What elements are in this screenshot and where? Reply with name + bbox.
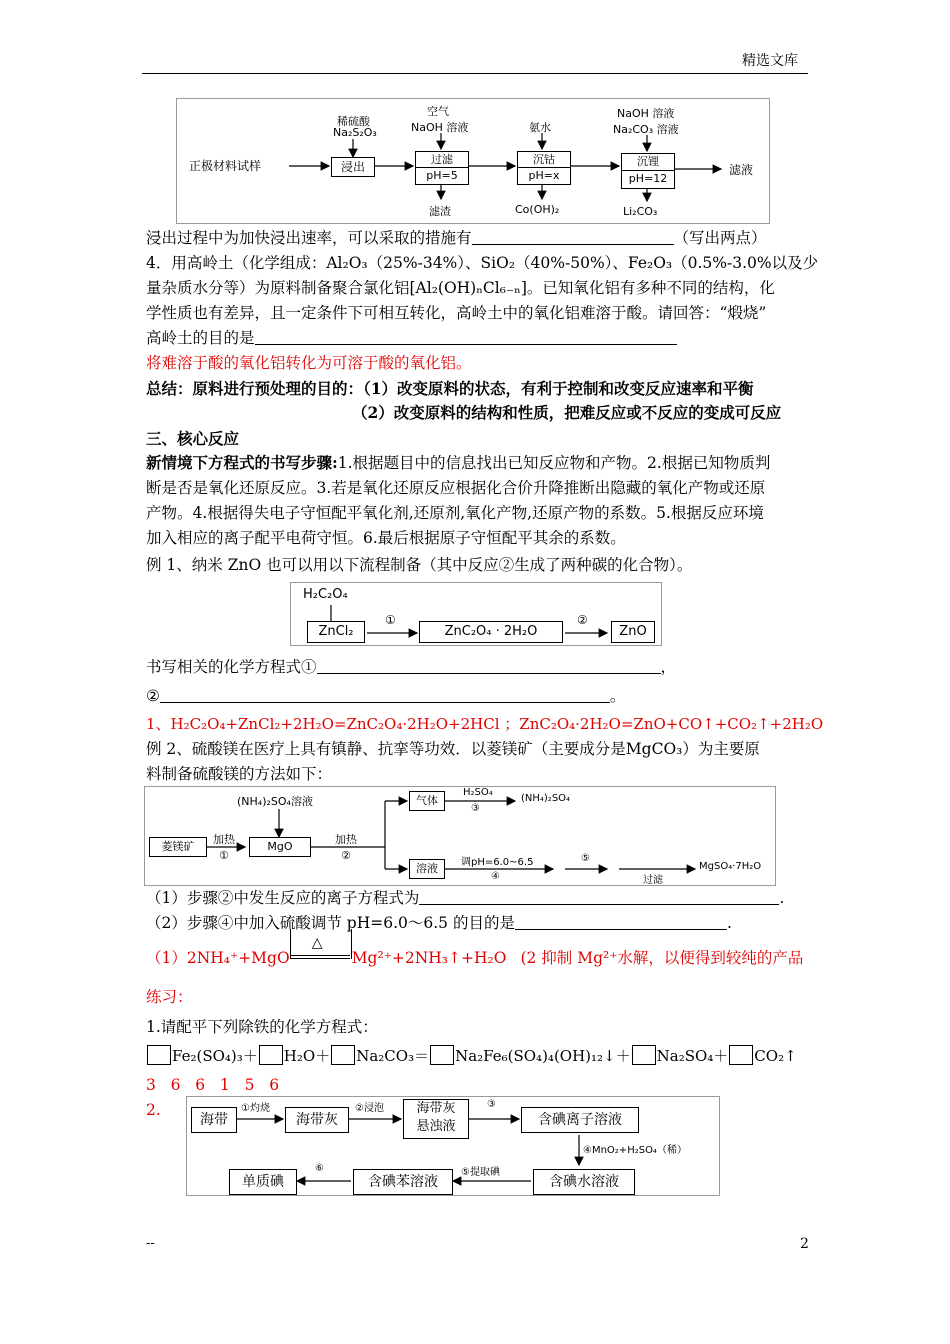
flowchart-iodine [186, 1096, 720, 1196]
page-number: 2 [800, 1236, 809, 1252]
practice-1-answer: 3 6 6 1 5 6 [146, 1076, 280, 1094]
flow2-c: ZnC₂O₄ · 2H₂O [444, 624, 538, 639]
flow3-mgo: MgO [267, 840, 293, 853]
flowchart-mgso4 [144, 786, 776, 886]
eq-term-c: Na₂CO₃＝ [356, 1047, 430, 1065]
answer-example2-post: Mg²⁺+2NH₃↑+H₂O [351, 949, 507, 967]
flow3-s5: ⑤ [581, 853, 590, 864]
eq-term-f: CO₂↑ [754, 1047, 797, 1065]
flow2-node-c [419, 621, 563, 643]
flow2-node-d [611, 621, 655, 643]
flow3-ore: 菱镁矿 [161, 840, 195, 853]
flow3-s1: ① [219, 849, 229, 862]
question-2-text: （2）步骤④中加入硫酸调节 pH=6.0～6.5 的目的是 [146, 914, 515, 932]
answer-example2-tail: (2 抑制 Mg²⁺水解，以便得到较纯的产品 [520, 949, 804, 967]
flow3-s4: ④ [491, 871, 500, 882]
flow4-node-2 [285, 1107, 349, 1133]
practice-2-label: 2. [146, 1101, 161, 1119]
flow1-step3 [517, 151, 571, 185]
practice-1: 1.请配平下列除铁的化学方程式： [146, 1018, 378, 1036]
flow4-node-6 [353, 1169, 453, 1195]
flowchart-zno [290, 582, 662, 646]
flow3-filter: 过滤 [643, 875, 663, 886]
flow3-liquid: 溶液 [416, 862, 438, 875]
flow1-reagent3: 氨水 [529, 121, 551, 134]
flow4-n3b: 悬浊液 [416, 1119, 456, 1134]
flowchart-cathode [176, 98, 770, 224]
flow1-out2: 滤渣 [429, 205, 451, 218]
flow1-step4-b: pH=12 [622, 170, 674, 187]
flow2-s1: ① [385, 613, 396, 627]
steps-line1 [146, 451, 770, 475]
question-leach [146, 226, 767, 250]
flow4-n5: 含碘水溶液 [549, 1174, 619, 1190]
flow4-n4: 含碘离子溶液 [538, 1112, 622, 1128]
eq-term-b: H₂O＋ [283, 1047, 331, 1065]
flow2-d: ZnO [619, 624, 647, 639]
flow1-reagent1b: Na₂S₂O₃ [333, 126, 377, 139]
flow1-reagent2b: NaOH 溶液 [411, 121, 469, 134]
flow4-node-3 [403, 1099, 469, 1139]
heat-arrow [290, 935, 352, 965]
flow2-a: H₂C₂O₄ [303, 587, 348, 602]
answer-blank-eq1[interactable] [317, 659, 661, 674]
question-2-tail: . [726, 914, 732, 932]
header-text: 精选文库 [742, 53, 798, 69]
flowchart-cathode-arrows [177, 99, 769, 223]
heat-double-line-top [290, 955, 350, 956]
flow3-solution: (NH₄)₂SO₄溶液 [237, 795, 313, 808]
answer-blank-eq2[interactable] [160, 688, 610, 703]
coef-box-2[interactable] [259, 1045, 283, 1065]
coef-box-5[interactable] [632, 1045, 656, 1065]
flow3-s3: ③ [471, 803, 480, 814]
flow3-gas: 气体 [416, 794, 438, 807]
example1-intro: 例 1、纳米 ZnO 也可以用以下流程制备（其中反应②生成了两种碳的化合物）。 [146, 556, 693, 574]
flow1-reagent2a: 空气 [427, 105, 449, 118]
eq-term-d: Na₂Fe₆(SO₄)₄(OH)₁₂↓＋ [455, 1047, 631, 1065]
practice-1-equation [146, 1044, 797, 1068]
flow4-n3a: 海带灰 [416, 1101, 456, 1116]
example2-line1: 例 2、硫酸镁在医疗上具有镇静、抗挛等功效．以菱镁矿（主要成分是MgCO₃）为主要原 [146, 740, 760, 758]
coef-box-3[interactable] [331, 1045, 355, 1065]
period: 。 [609, 687, 626, 705]
steps-line2: 断是否是氧化还原反应。3.若是氧化还原反应根据化合价升降推断出隐藏的氧化产物或还原 [146, 479, 766, 497]
flow3-final: MgSO₄·7H₂O [699, 861, 762, 872]
steps-line4: 加入相应的离子配平电荷守恒。6.最后根据原子守恒配平其余的系数。 [146, 529, 626, 547]
write-equation-2 [146, 684, 625, 708]
flow1-step4 [621, 153, 675, 189]
steps-line1-text: 1.根据题目中的信息找出已知反应物和产物。2.根据已知物质判 [337, 454, 771, 472]
steps-title: 新情境下方程式的书写步骤: [146, 453, 338, 472]
q4-line4-text: 高岭土的目的是 [146, 329, 255, 347]
question-1-tail: . [779, 889, 785, 907]
answer-example2 [146, 935, 804, 970]
header-rule [142, 73, 808, 74]
flow2-s2: ② [577, 613, 588, 627]
q4-line3: 学性质也有差异，且一定条件下可相互转化，高岭土中的氧化铝难溶于酸。请回答：“煅烧” [146, 304, 767, 322]
question-leach-text: 浸出过程中为加快浸出速率，可以采取的措施有 [146, 229, 472, 247]
flow4-node-7 [229, 1169, 297, 1195]
flow4-n6: 含碘苯溶液 [368, 1174, 438, 1190]
flow1-step2-b: pH=5 [416, 167, 468, 183]
flow4-node-1 [191, 1107, 237, 1133]
flow4-n1: 海带 [200, 1112, 228, 1128]
flow1-out4: Li₂CO₃ [623, 205, 658, 218]
heat-double-line-bottom [290, 958, 350, 959]
flow4-node-5 [533, 1169, 635, 1195]
q4-line4 [146, 326, 677, 350]
flow1-reagent4b: Na₂CO₃ 溶液 [613, 123, 679, 136]
section-3-heading: 三、核心反应 [146, 429, 240, 448]
eq-term-a: Fe₂(SO₄)₃＋ [172, 1047, 258, 1065]
flow2-b: ZnCl₂ [318, 624, 354, 639]
answer-blank-leach[interactable] [472, 230, 674, 245]
flow1-out3: Co(OH)₂ [515, 203, 560, 216]
flow4-e5: ⑤提取碘 [461, 1167, 500, 1178]
flow1-reagent4a: NaOH 溶液 [617, 107, 675, 120]
flow1-reagent1a: 稀硫酸 [337, 115, 370, 128]
answer-q4: 将难溶于酸的氧化铝转化为可溶于酸的氧化铝。 [146, 354, 472, 372]
steps-line3: 产物。4.根据得失电子守恒配平氧化剂,还原剂,氧化产物,还原产物的系数。5.根据反应环境 [146, 504, 764, 522]
flow1-step3-b: pH=x [518, 167, 570, 183]
flow1-start: 正极材料试样 [189, 159, 262, 173]
circle-two: ② [146, 687, 160, 705]
answer-blank-q4[interactable] [255, 330, 677, 345]
flow3-node-mgo [249, 837, 311, 857]
flow3-node-gas [409, 791, 445, 811]
coef-box-1[interactable] [147, 1045, 171, 1065]
answer-example2-pre: （1）2NH₄⁺+MgO [146, 949, 290, 967]
flow1-step1-label: 浸出 [340, 160, 365, 174]
flow1-step2-a: 过滤 [431, 153, 453, 166]
flow2-node-b [307, 621, 365, 643]
write-equation-1 [146, 655, 676, 679]
question-1-text: （1）步骤②中发生反应的离子方程式为 [146, 889, 420, 907]
flow1-step4-a: 沉锂 [637, 155, 659, 168]
footer-left: -- [146, 1236, 155, 1251]
flow4-e2: ②浸泡 [355, 1103, 384, 1114]
flow3-prod-gas: (NH₄)₂SO₄ [521, 793, 571, 804]
practice-heading: 练习： [146, 988, 193, 1006]
heat-symbol: △ [311, 935, 323, 951]
coef-box-6[interactable] [729, 1045, 753, 1065]
flow1-end: 滤液 [729, 163, 754, 177]
flow1-step1 [331, 157, 375, 177]
flow3-heat1: 加热 [213, 833, 235, 846]
eq-term-e: Na₂SO₄＋ [656, 1047, 729, 1065]
summary-line1: 总结：原料进行预处理的目的：（1）改变原料的状态，有利于控制和改变反应速率和平衡 [146, 379, 754, 398]
coef-box-4[interactable] [430, 1045, 454, 1065]
question-1 [146, 886, 784, 910]
flow3-node-liquid [409, 859, 445, 879]
q4-line1: 4．用高岭土（化学组成：Al₂O₃（25%-34%）、SiO₂（40%-50%）、Fe₂O₃（0.5%-3.0%以及少 [146, 254, 819, 272]
comma: ， [660, 658, 677, 676]
q4-line2: 量杂质水分等）为原料制备聚合氯化铝[Al₂(OH)ₙCl₆₋ₙ]。已知氧化铝有多种不同的结构，化 [146, 279, 775, 297]
question-leach-tail: （写出两点） [673, 229, 767, 247]
flow3-h2so4: H₂SO₄ [463, 787, 493, 798]
flow3-s2: ② [341, 849, 351, 862]
flow4-n2: 海带灰 [296, 1112, 338, 1128]
flow3-adjust: 调pH=6.0~6.5 [461, 857, 534, 868]
question-2 [146, 911, 732, 935]
summary-line2: （2）改变原料的结构和性质，把难反应或不反应的变成可反应 [352, 403, 782, 422]
flow3-heat2: 加热 [335, 833, 357, 846]
write-equation-text: 书写相关的化学方程式① [146, 658, 317, 676]
flow4-n7: 单质碘 [242, 1174, 284, 1190]
flow3-node-ore [149, 837, 207, 857]
flow1-step2 [415, 151, 469, 185]
flow4-e3: ③ [487, 1099, 496, 1110]
answer-blank-q1[interactable] [419, 890, 779, 905]
flow4-e4: ④MnO₂+H₂SO₄（稀） [583, 1145, 687, 1156]
example2-line2: 料制备硫酸镁的方法如下： [146, 765, 333, 783]
flow1-step3-a: 沉钴 [533, 153, 555, 166]
flow4-e6: ⑥ [315, 1163, 324, 1174]
flow4-node-4 [521, 1107, 639, 1133]
flow4-e1: ①灼烧 [241, 1103, 270, 1114]
answer-example1: 1、H₂C₂O₄+ZnCl₂+2H₂O=ZnC₂O₄·2H₂O+2HCl ；ZnC₂O₄·2H₂O=ZnO+CO↑+CO₂↑+2H₂O [146, 715, 824, 733]
answer-blank-q2[interactable] [515, 915, 727, 930]
